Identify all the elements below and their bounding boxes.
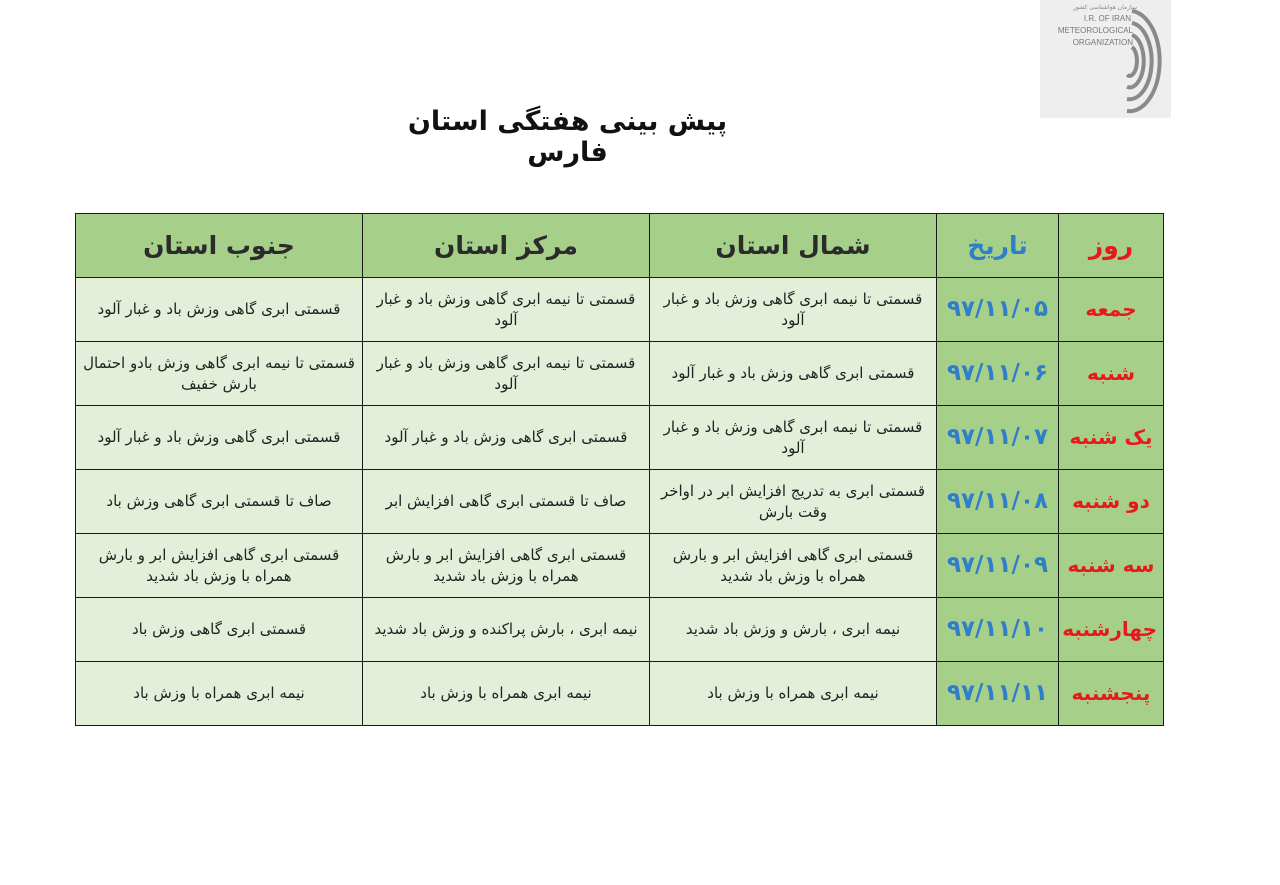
- day-cell: دو شنبه: [1059, 470, 1164, 534]
- date-cell: ۹۷/۱۱/۱۱: [937, 662, 1059, 726]
- date-cell: ۹۷/۱۱/۰۷: [937, 406, 1059, 470]
- day-cell: جمعه: [1059, 278, 1164, 342]
- day-cell: سه شنبه: [1059, 534, 1164, 598]
- south-forecast-cell: نیمه ابری همراه با وزش باد: [76, 662, 363, 726]
- north-forecast-cell: قسمتی تا نیمه ابری گاهی وزش باد و غبار آلود: [650, 278, 937, 342]
- logo-line-3: ORGANIZATION: [1072, 38, 1133, 47]
- day-cell: یک شنبه: [1059, 406, 1164, 470]
- south-forecast-cell: قسمتی ابری گاهی وزش باد و غبار آلود: [76, 406, 363, 470]
- table-row: [76, 278, 1164, 342]
- page-title: پیش بینی هفتگی استان فارس: [407, 106, 728, 168]
- logo-line-1: I.R. OF IRAN: [1083, 14, 1131, 23]
- header-north: شمال استان: [650, 214, 937, 278]
- center-forecast-cell: نیمه ابری ، بارش پراکنده و وزش باد شدید: [363, 598, 650, 662]
- date-cell: ۹۷/۱۱/۰۵: [937, 278, 1059, 342]
- center-forecast-cell: قسمتی تا نیمه ابری گاهی وزش باد و غبار آلود: [363, 342, 650, 406]
- north-forecast-cell: قسمتی ابری گاهی وزش باد و غبار آلود: [650, 342, 937, 406]
- header-date: تاریخ: [937, 214, 1059, 278]
- header-center: مرکز استان: [363, 214, 650, 278]
- table-row: [76, 534, 1164, 598]
- day-cell: شنبه: [1059, 342, 1164, 406]
- date-cell: ۹۷/۱۱/۰۶: [937, 342, 1059, 406]
- south-forecast-cell: قسمتی ابری گاهی وزش باد و غبار آلود: [76, 278, 363, 342]
- center-forecast-cell: قسمتی تا نیمه ابری گاهی وزش باد و غبار آلود: [363, 278, 650, 342]
- table-header-row: [76, 214, 1164, 278]
- table-row: [76, 470, 1164, 534]
- center-forecast-cell: قسمتی ابری گاهی وزش باد و غبار آلود: [363, 406, 650, 470]
- logo-persian-caption: سازمان هواشناسی کشور: [1073, 4, 1137, 11]
- date-cell: ۹۷/۱۱/۰۹: [937, 534, 1059, 598]
- header-day: روز: [1059, 214, 1164, 278]
- center-forecast-cell: نیمه ابری همراه با وزش باد: [363, 662, 650, 726]
- header-south: جنوب استان: [76, 214, 363, 278]
- north-forecast-cell: قسمتی ابری گاهی افزایش ابر و بارش همراه با وزش باد شدید: [650, 534, 937, 598]
- table-row: [76, 662, 1164, 726]
- table-row: [76, 598, 1164, 662]
- day-cell: پنجشنبه: [1059, 662, 1164, 726]
- north-forecast-cell: نیمه ابری همراه با وزش باد: [650, 662, 937, 726]
- south-forecast-cell: قسمتی ابری گاهی افزایش ابر و بارش همراه با وزش باد شدید: [76, 534, 363, 598]
- table-row: [76, 342, 1164, 406]
- date-cell: ۹۷/۱۱/۰۸: [937, 470, 1059, 534]
- north-forecast-cell: قسمتی ابری به تدریج افزایش ابر در اواخر وقت بارش: [650, 470, 937, 534]
- north-forecast-cell: نیمه ابری ، بارش و وزش باد شدید: [650, 598, 937, 662]
- center-forecast-cell: صاف تا قسمتی ابری گاهی افزایش ابر: [363, 470, 650, 534]
- date-cell: ۹۷/۱۱/۱۰: [937, 598, 1059, 662]
- south-forecast-cell: صاف تا قسمتی ابری گاهی وزش باد: [76, 470, 363, 534]
- center-forecast-cell: قسمتی ابری گاهی افزایش ابر و بارش همراه با وزش باد شدید: [363, 534, 650, 598]
- table-row: [76, 406, 1164, 470]
- meteorological-organization-logo: [1040, 0, 1171, 118]
- south-forecast-cell: قسمتی تا نیمه ابری گاهی وزش بادو احتمال بارش خفیف: [76, 342, 363, 406]
- spiral-emblem-icon: [1097, 6, 1167, 116]
- north-forecast-cell: قسمتی تا نیمه ابری گاهی وزش باد و غبار آلود: [650, 406, 937, 470]
- south-forecast-cell: قسمتی ابری گاهی وزش باد: [76, 598, 363, 662]
- day-cell: چهارشنبه: [1059, 598, 1164, 662]
- logo-line-2: METEOROLOGICAL: [1057, 26, 1133, 35]
- weekly-forecast-table: [75, 213, 1164, 726]
